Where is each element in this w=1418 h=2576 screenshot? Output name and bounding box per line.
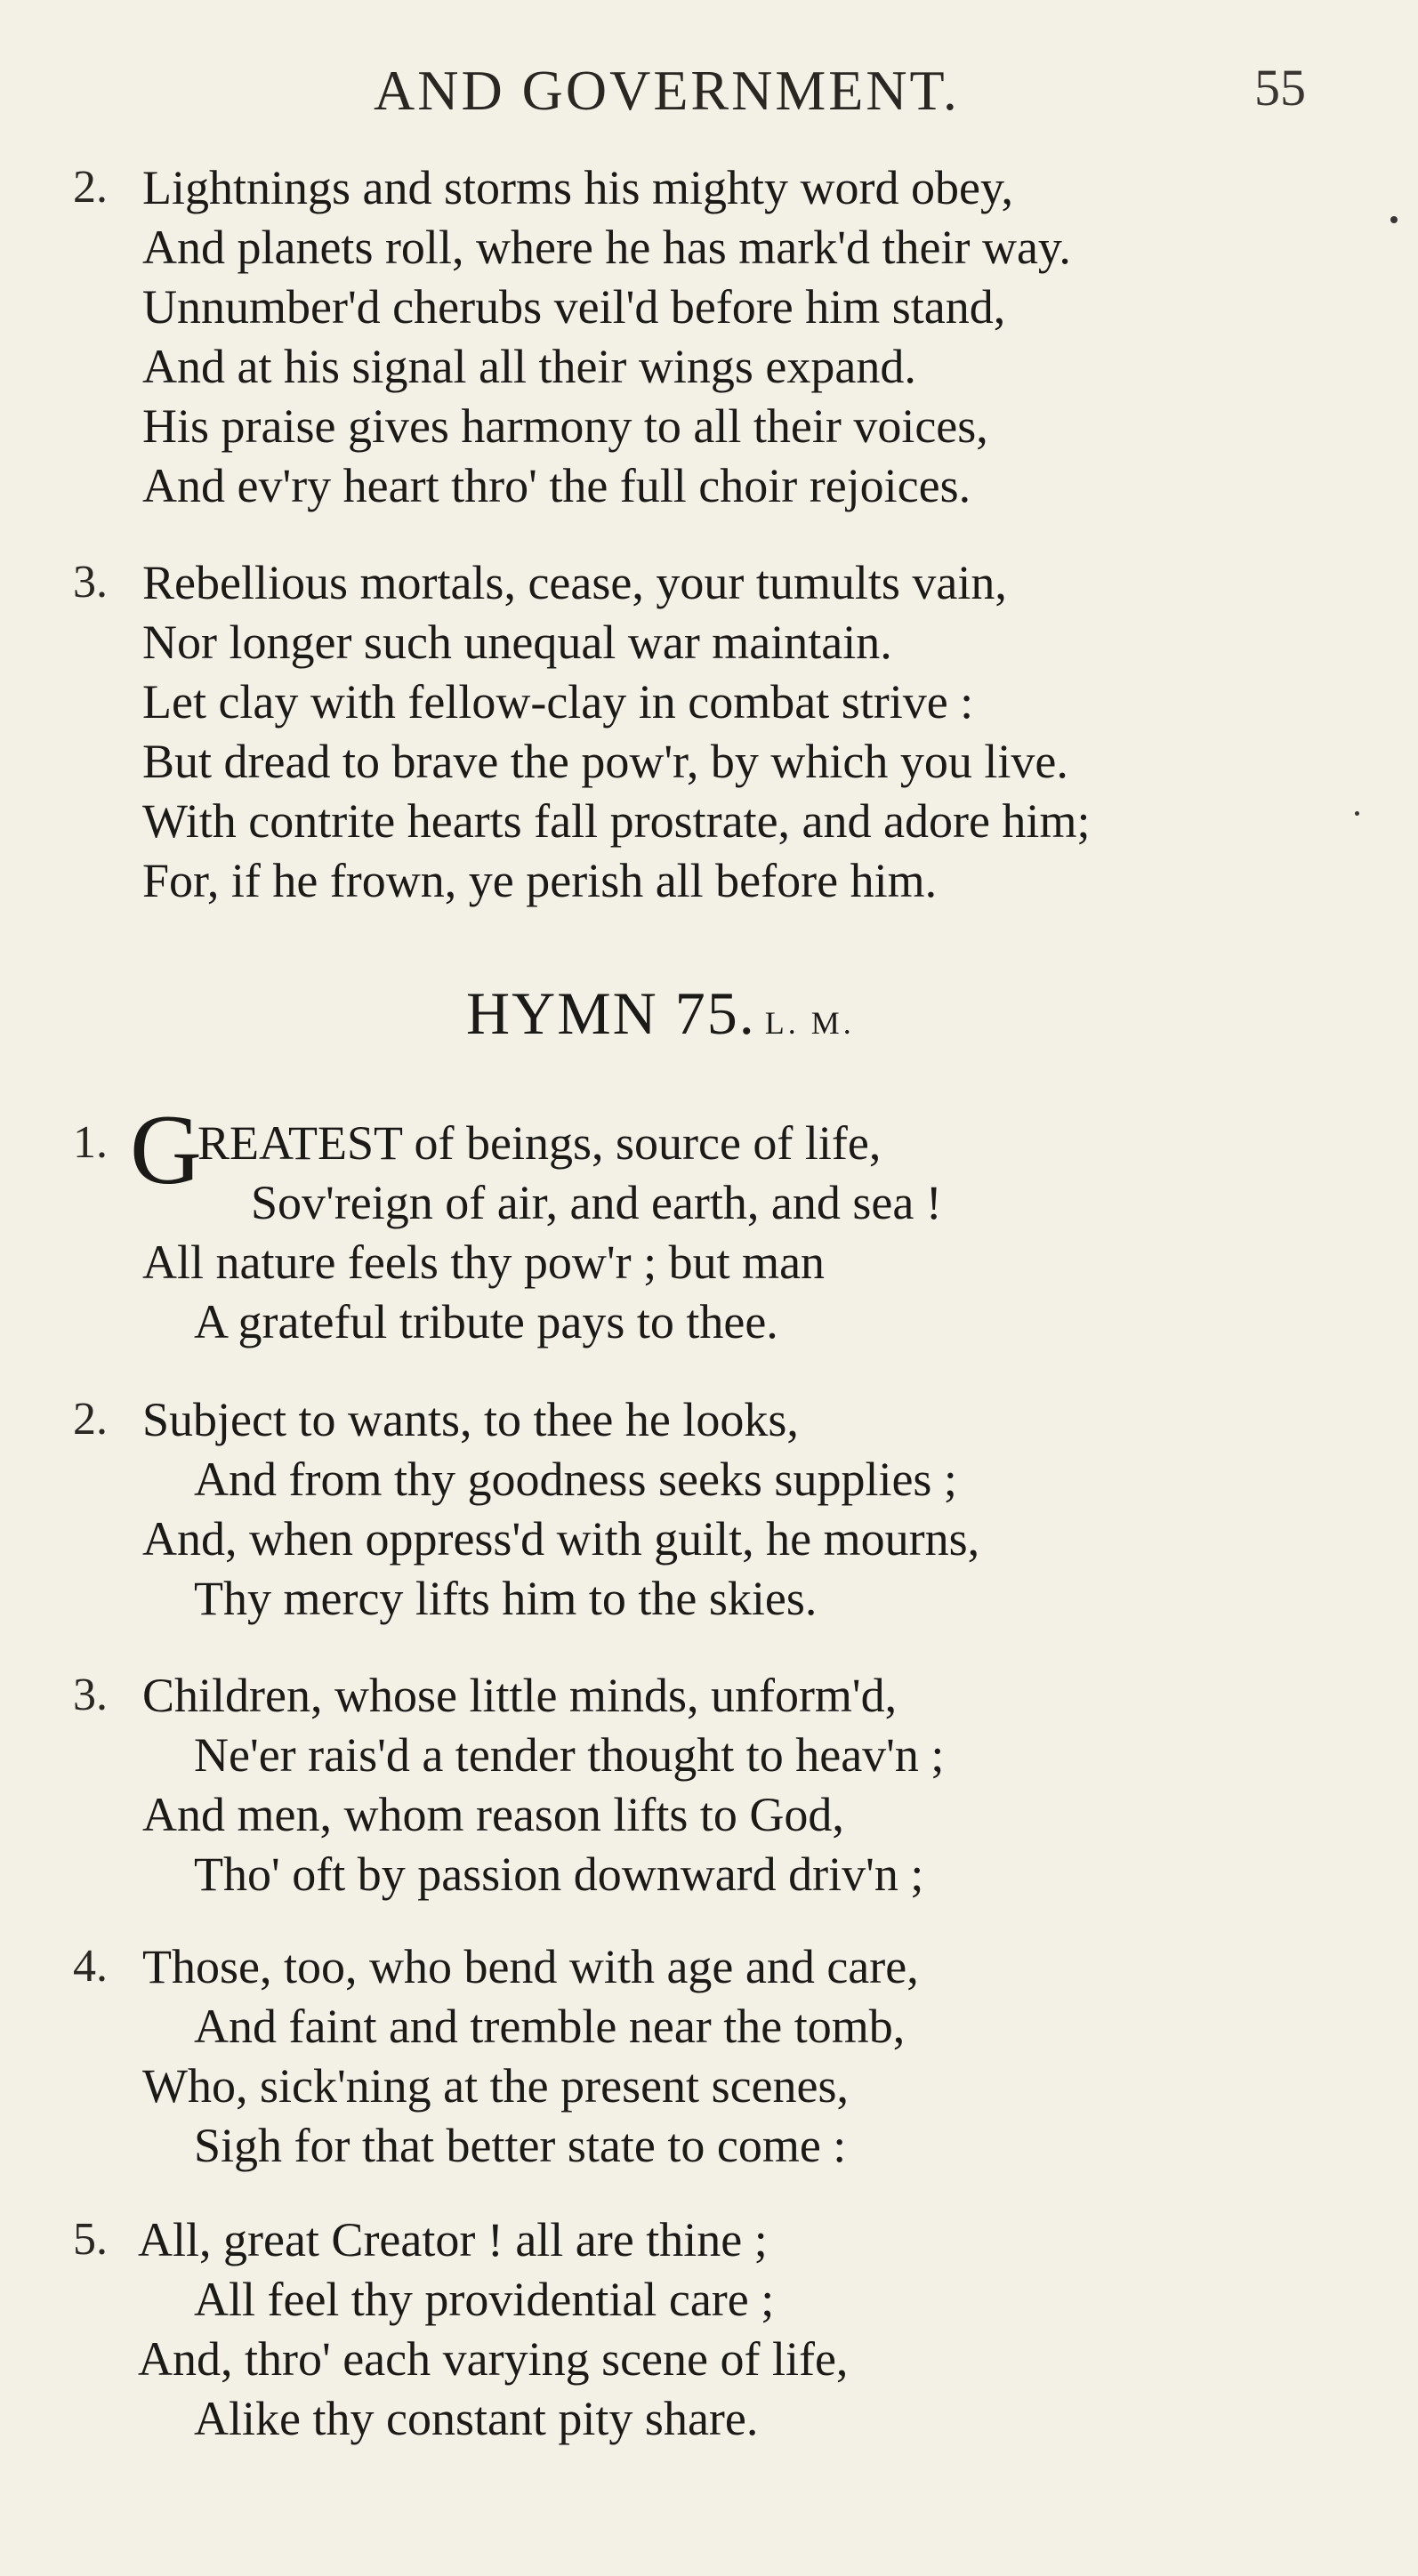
verse-line: A grateful tribute pays to thee. xyxy=(194,1295,778,1348)
verse-line: And planets roll, where he has mark'd their way. xyxy=(142,221,1071,274)
verse-line: Ne'er rais'd a tender thought to heav'n ; xyxy=(194,1728,945,1782)
verse-line: With contrite hearts fall prostrate, and adore him; xyxy=(142,794,1091,848)
verse-line: Nor longer such unequal war maintain. xyxy=(142,616,892,669)
hymn-meter: L. M. xyxy=(764,1005,855,1041)
verse-line: For, if he frown, ye perish all before him. xyxy=(142,854,938,907)
verse-line: Thy mercy lifts him to the skies. xyxy=(194,1572,818,1625)
stray-mark xyxy=(1355,811,1359,816)
verse-line: Those, too, who bend with age and care, xyxy=(142,1940,919,1993)
drop-cap: G xyxy=(130,1095,202,1205)
verse-line: All feel thy providential care ; xyxy=(194,2273,775,2326)
stanza-number: 2. xyxy=(73,162,108,213)
verse-line: Rebellious mortals, cease, your tumults vain, xyxy=(142,556,1007,609)
verse-line: Sigh for that better state to come : xyxy=(194,2119,847,2172)
verse-line: Who, sick'ning at the present scenes, xyxy=(142,2059,849,2113)
verse-line: And at his signal all their wings expand. xyxy=(142,340,916,393)
verse-line: And ev'ry heart thro' the full choir rejoices. xyxy=(142,459,971,512)
verse-line: Subject to wants, to thee he looks, xyxy=(142,1393,799,1446)
running-head: AND GOVERNMENT. xyxy=(374,59,960,122)
stanza-number: 5. xyxy=(73,2214,108,2265)
verse-line: Alike thy constant pity share. xyxy=(194,2392,759,2445)
page-header xyxy=(0,49,1418,129)
verse-line: And, when oppress'd with guilt, he mourns, xyxy=(142,1512,980,1566)
verse-line: Let clay with fellow-clay in combat strive : xyxy=(142,675,974,729)
verse-line: Tho' oft by passion downward driv'n ; xyxy=(194,1847,924,1901)
stanza-number: 3. xyxy=(73,1670,108,1720)
verse-line: But dread to brave the pow'r, by which you live. xyxy=(142,735,1068,788)
stanza-number: 3. xyxy=(73,557,108,608)
hymn-title-text: HYMN 75. xyxy=(466,979,756,1047)
verse-line: And, thro' each varying scene of life, xyxy=(138,2332,849,2386)
verse-line: Children, whose little minds, unform'd, xyxy=(142,1669,898,1722)
stray-mark xyxy=(1390,216,1398,223)
verse-line: His praise gives harmony to all their voices, xyxy=(142,399,988,453)
verse-line: Unnumber'd cherubs veil'd before him stand, xyxy=(142,280,1006,334)
page-number: 55 xyxy=(1254,59,1306,117)
verse-line: Lightnings and storms his mighty word obey, xyxy=(142,161,1013,214)
verse-line: REATEST of beings, source of life, xyxy=(197,1116,882,1170)
hymn-title xyxy=(466,978,855,1049)
verse-line: And from thy goodness seeks supplies ; xyxy=(194,1453,957,1506)
verse-line: All nature feels thy pow'r ; but man xyxy=(142,1236,826,1289)
stanza-number: 4. xyxy=(73,1941,108,1992)
stanza-number: 2. xyxy=(73,1394,108,1445)
verse-line: Sov'reign of air, and earth, and sea ! xyxy=(251,1176,942,1229)
verse-line: And faint and tremble near the tomb, xyxy=(194,2000,906,2053)
verse-line: All, great Creator ! all are thine ; xyxy=(138,2213,768,2266)
stanza-number: 1. xyxy=(73,1117,108,1168)
verse-line: And men, whom reason lifts to God, xyxy=(142,1788,844,1841)
